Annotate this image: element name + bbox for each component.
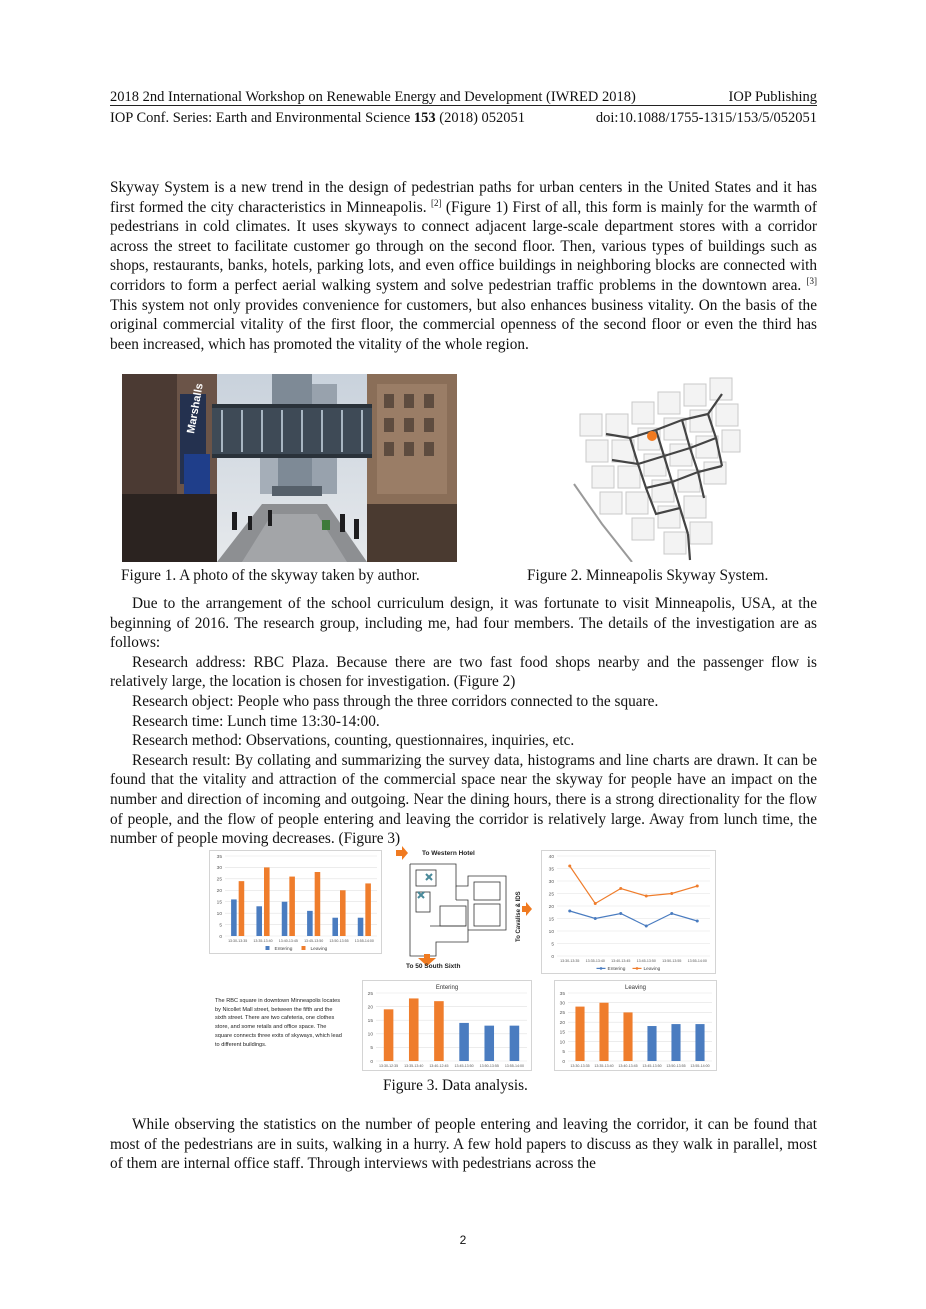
doi: doi:10.1088/1755-1315/153/5/052051 xyxy=(595,110,817,126)
legend-label: Entering xyxy=(607,967,626,972)
point-leaving xyxy=(619,887,622,890)
label-to-50-south-sixth: To 50 South Sixth xyxy=(406,963,461,970)
legend-label: Leaving xyxy=(310,947,328,952)
bar xyxy=(623,1012,632,1061)
point-entering xyxy=(645,925,648,928)
y-tick-label: 0 xyxy=(219,934,222,940)
citation-ref[interactable]: [3] xyxy=(806,275,817,286)
y-tick-label: 30 xyxy=(548,879,554,885)
bar-entering xyxy=(332,918,338,936)
x-tick-label: 13:30-13:35 xyxy=(560,959,580,963)
arrow-icon xyxy=(522,902,532,916)
y-tick-label: 5 xyxy=(562,1050,565,1056)
x-tick-label: 13:40-13:45 xyxy=(278,939,298,943)
bar xyxy=(484,1026,494,1061)
chart-title: Leaving xyxy=(624,985,647,991)
bar xyxy=(695,1024,704,1061)
y-tick-label: 35 xyxy=(559,991,565,997)
y-tick-label: 25 xyxy=(559,1011,565,1017)
bar-chart-leaving xyxy=(554,980,717,1071)
bar-chart-entering xyxy=(362,980,532,1071)
citation-ref[interactable]: [2] xyxy=(430,197,442,208)
x-tick-label: 13:55-14:00 xyxy=(354,939,374,943)
bar xyxy=(459,1023,469,1061)
x-tick-label: 13:45-13:50 xyxy=(642,1064,662,1068)
bar xyxy=(599,1003,608,1061)
y-tick-label: 0 xyxy=(562,1059,565,1065)
y-tick-label: 35 xyxy=(548,867,554,873)
research-time: Research time: Lunch time 13:30-14:00. xyxy=(132,712,380,730)
y-tick-label: 25 xyxy=(216,877,222,883)
research-object: Research object: People who pass through the three corridors connected to the square. xyxy=(132,692,659,710)
y-tick-label: 0 xyxy=(370,1059,373,1065)
y-tick-label: 10 xyxy=(216,911,222,917)
x-tick-label: 13:55-14:00 xyxy=(690,1064,710,1068)
y-tick-label: 5 xyxy=(551,942,554,948)
skyway-system-map xyxy=(572,374,744,562)
bar xyxy=(647,1026,656,1061)
figure3-caption: Figure 3. Data analysis. xyxy=(383,1077,528,1094)
y-tick-label: 15 xyxy=(367,1019,373,1024)
legend-label: Leaving xyxy=(643,967,661,972)
y-tick-label: 20 xyxy=(216,889,222,895)
legend-swatch xyxy=(302,946,306,950)
point-leaving xyxy=(594,902,597,905)
y-tick-label: 30 xyxy=(216,866,222,872)
page-number: 2 xyxy=(459,1233,467,1247)
bar-leaving xyxy=(239,881,245,936)
conference-name: 2018 2nd International Workshop on Renewable Energy and Development (IWRED 2018) xyxy=(110,89,636,105)
rbc-plaza-plan xyxy=(396,846,540,970)
y-tick-label: 15 xyxy=(216,900,222,906)
bar-leaving xyxy=(315,872,321,936)
x-tick-label: 13:30-13:35 xyxy=(228,939,248,943)
bar-entering xyxy=(282,902,288,936)
x-tick-label: 13:30-12:35 xyxy=(378,1064,399,1068)
y-tick-label: 10 xyxy=(367,1032,373,1038)
bar xyxy=(575,1007,584,1061)
x-tick-label: 13:45-13:50 xyxy=(304,939,324,943)
chart-frame xyxy=(542,851,716,974)
legend-marker xyxy=(600,967,603,970)
x-tick-label: 13:45-13:50 xyxy=(636,959,656,963)
label-to-cavalise-ids: To Cavalise & IDS xyxy=(516,891,522,942)
bar-leaving xyxy=(340,890,346,936)
legend-label: Entering xyxy=(274,947,293,952)
y-tick-label: 25 xyxy=(367,991,373,997)
bar xyxy=(384,1009,394,1061)
x-tick-label: 13:35-13:40 xyxy=(404,1064,424,1068)
bar xyxy=(671,1024,680,1061)
x-tick-label: 13:30-13:35 xyxy=(570,1064,590,1068)
figure2-caption: Figure 2. Minneapolis Skyway System. xyxy=(527,567,769,584)
research-address: Research address: RBC Plaza. Because there are two fast food shops nearby and the passenger flow is relatively large, the location is chosen for investigation. (Figure 2) xyxy=(110,653,817,691)
marshalls-sign: Marshalls xyxy=(185,382,206,435)
series-citation: IOP Conf. Series: Earth and Environmental Science 153 (2018) 052051 xyxy=(110,110,526,126)
y-tick-label: 20 xyxy=(559,1020,565,1026)
bar xyxy=(434,1001,444,1061)
point-entering xyxy=(670,912,673,915)
y-tick-label: 15 xyxy=(559,1030,565,1036)
bar-leaving xyxy=(264,867,270,936)
research-method: Research method: Observations, counting, questionnaires, inquiries, etc. xyxy=(132,732,575,750)
y-tick-label: 20 xyxy=(548,904,554,910)
intro-paragraph: Skyway System is a new trend in the design of pedestrian paths for urban centers in the United States and it has first formed the city characteristics in Minneapolis. [2] (Figure 1) First of all, this form is mainly for the warmth of pedestrians in cold climates. It uses skyways to connect adjacent large-scale department stores with a corridor across the street to facilitate customer go through on the second floor. Then, various types of buildings such as shops, restaurants, banks, hotels, parking lots, and even office buildings in neighboring blocks are connected with corridors to form a perfect aerial walking system and solve pedestrian traffic problems in the downtown area. [3] This system not only provides convenience for customers, but also enhances business vitality. On the basis of the original commercial vitality of the first floor, the commercial openness of the second floor or even the third has been increased, which has promoted the vitality of the whole region. xyxy=(110,179,817,353)
label-to-western-hotel: To Western Hotel xyxy=(422,850,475,857)
bar-entering xyxy=(307,911,313,936)
point-entering xyxy=(568,910,571,913)
publisher: IOP Publishing xyxy=(728,89,817,105)
x-tick-label: 13:50-13:55 xyxy=(329,939,349,943)
y-tick-label: 0 xyxy=(551,954,554,960)
rbc-plaza-marker xyxy=(647,431,657,441)
x-tick-label: 13:55-14:00 xyxy=(687,959,707,963)
x-tick-label: 13:45-13:50 xyxy=(454,1064,474,1068)
arrow-icon xyxy=(396,846,408,860)
x-tick-label: 13:50-13:55 xyxy=(479,1064,499,1068)
research-intro: Due to the arrangement of the school curriculum design, it was fortunate to visit Minneapolis, USA, at the beginning of 2016. The research group, including me, had four members. The details of the investigation are as follows: xyxy=(110,595,817,652)
chart-title: Entering xyxy=(435,985,459,991)
y-tick-label: 15 xyxy=(548,917,554,923)
point-leaving xyxy=(568,865,571,868)
line-chart-entering-leaving xyxy=(541,850,716,974)
research-paragraphs xyxy=(110,594,817,849)
y-tick-label: 35 xyxy=(216,854,222,860)
y-tick-label: 30 xyxy=(559,1001,565,1007)
x-tick-label: 13:35-13:40 xyxy=(585,959,605,963)
x-tick-label: 13:40-13:45 xyxy=(611,959,631,963)
plaza-description: The RBC square in downtown Minneapolis locates by Nicollet Mall street, between the fifth and the sixth street. There are two cafeteria, one clothes store, and some retails and office space. The square connects three exits of skyways, which lead to different buildings. xyxy=(215,998,342,1048)
point-leaving xyxy=(645,895,648,898)
y-tick-label: 10 xyxy=(559,1040,565,1046)
legend-marker xyxy=(636,967,639,970)
point-entering xyxy=(594,917,597,920)
bar-chart-entering-leaving xyxy=(209,850,382,954)
bar xyxy=(409,998,419,1061)
x-tick-label: 13:50-13:55 xyxy=(666,1064,686,1068)
x-tick-label: 13:40-12:45 xyxy=(429,1064,449,1068)
bar-entering xyxy=(256,906,262,936)
bar xyxy=(510,1026,520,1061)
legend-swatch xyxy=(266,946,270,950)
y-tick-label: 40 xyxy=(548,854,554,860)
x-tick-label: 13:55-14:00 xyxy=(504,1064,525,1068)
x-tick-label: 13:50-13:55 xyxy=(662,959,682,963)
header-rule xyxy=(110,105,817,106)
point-leaving xyxy=(696,885,699,888)
skyway-photo xyxy=(122,374,457,562)
bar-leaving xyxy=(365,883,371,936)
point-entering xyxy=(619,912,622,915)
x-tick-label: 13:35-13:40 xyxy=(594,1064,614,1068)
y-tick-label: 25 xyxy=(548,892,554,898)
point-entering xyxy=(696,920,699,923)
y-tick-label: 10 xyxy=(548,929,554,935)
x-tick-label: 13:40-13:45 xyxy=(618,1064,638,1068)
y-tick-label: 5 xyxy=(219,923,222,929)
research-result: Research result: By collating and summarizing the survey data, histograms and line charts are drawn. It can be found that the vitality and attraction of the commercial space near the skyway for people have an impact on the number and direction of incoming and outgoing. Near the dining hours, there is a strong directionality for the flow of people, and the flow of people entering and leaving the corridor is relatively large. Away from lunch time, the number of people moving decreases. (Figure 3) xyxy=(110,751,817,848)
y-tick-label: 5 xyxy=(370,1046,373,1052)
bar-leaving xyxy=(289,877,295,936)
bar-entering xyxy=(231,899,237,936)
point-leaving xyxy=(670,892,673,895)
x-tick-label: 13:35-13:40 xyxy=(253,939,273,943)
y-tick-label: 20 xyxy=(367,1005,373,1011)
observation-paragraph: While observing the statistics on the number of people entering and leaving the corridor, it can be found that most of the pedestrians are in suits, walking in a hurry. A few hold papers to discuss as they walk in parallel, most of them are internal office staff. Through interviews with pedestrians across the xyxy=(110,1116,817,1173)
figure1-caption: Figure 1. A photo of the skyway taken by author. xyxy=(121,567,420,584)
bar-entering xyxy=(358,918,364,936)
